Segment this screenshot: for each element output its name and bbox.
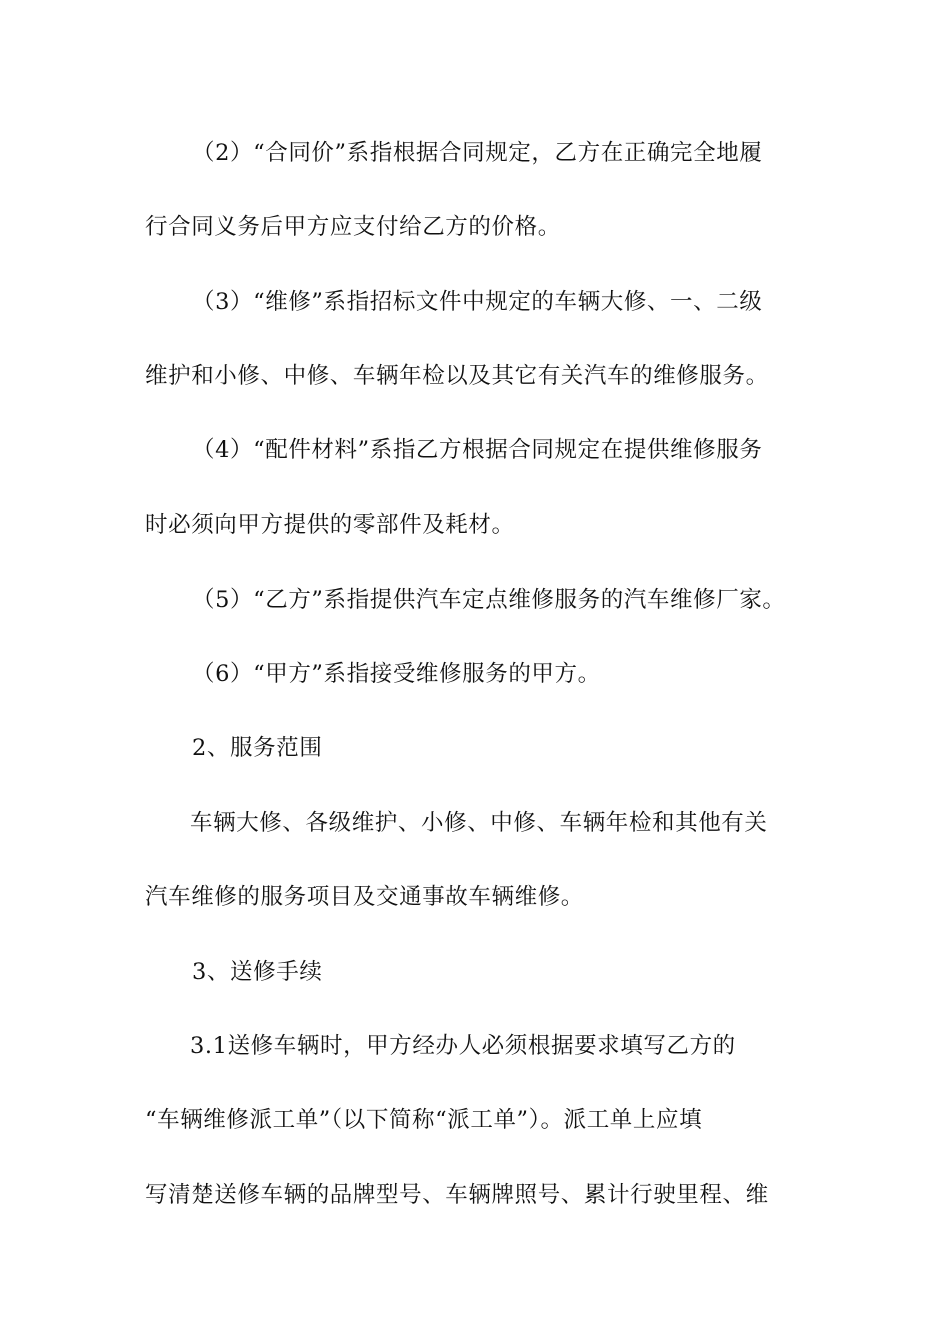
paragraph-line: （5）“乙方”系指提供汽车定点维修服务的汽车维修厂家。 <box>192 587 786 613</box>
section-heading: 2、服务范围 <box>192 735 323 761</box>
paragraph-line: “车辆维修派工单”（以下简称“派工单”）。派工单上应填 <box>145 1107 703 1133</box>
paragraph-line: （6）“甲方”系指接受维修服务的甲方。 <box>192 661 601 687</box>
paragraph-line: 写清楚送修车辆的品牌型号、车辆牌照号、累计行驶里程、维 <box>145 1182 769 1208</box>
paragraph-line: （3）“维修”系指招标文件中规定的车辆大修、一、二级 <box>192 289 763 315</box>
paragraph-line: 汽车维修的服务项目及交通事故车辆维修。 <box>145 884 584 910</box>
section-heading: 3、送修手续 <box>192 959 323 985</box>
paragraph-line: （4）“配件材料”系指乙方根据合同规定在提供维修服务 <box>192 437 763 463</box>
paragraph-line: 行合同义务后甲方应支付给乙方的价格。 <box>145 214 561 240</box>
paragraph-line: 时必须向甲方提供的零部件及耗材。 <box>145 512 515 538</box>
paragraph-line: 维护和小修、中修、车辆年检以及其它有关汽车的维修服务。 <box>145 363 769 389</box>
paragraph-line: （2）“合同价”系指根据合同规定，乙方在正确完全地履 <box>192 140 763 166</box>
paragraph-line: 车辆大修、各级维护、小修、中修、车辆年检和其他有关 <box>190 810 768 836</box>
paragraph-line: 3.1送修车辆时，甲方经办人必须根据要求填写乙方的 <box>190 1033 736 1059</box>
